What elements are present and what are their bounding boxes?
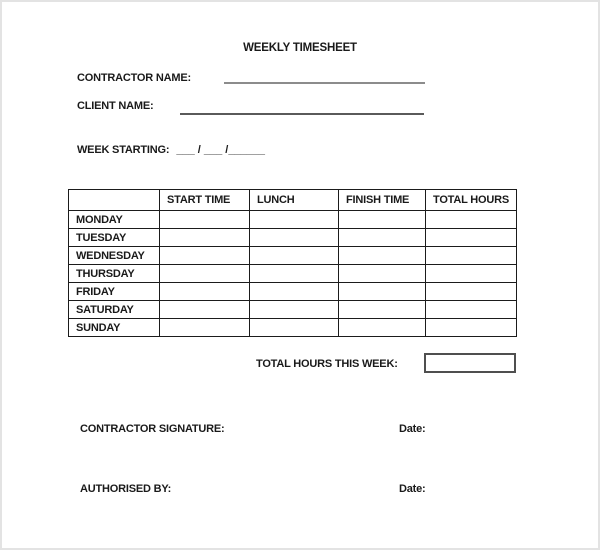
entry-cell[interactable] [339,319,426,337]
header-day-blank [69,190,160,211]
week-starting-field [77,144,265,156]
total-hours-week-box[interactable] [424,353,516,373]
header-finish-time: FINISH TIME [339,190,426,211]
entry-cell[interactable] [160,229,250,247]
day-label: FRIDAY [69,283,160,301]
entry-cell[interactable] [250,229,339,247]
day-label: SUNDAY [69,319,160,337]
page-title: WEEKLY TIMESHEET [243,42,357,54]
table-header-row [69,190,517,211]
table-row [69,229,517,247]
header-start-time: START TIME [160,190,250,211]
total-hours-week-label: TOTAL HOURS THIS WEEK: [256,358,398,370]
entry-cell[interactable] [339,211,426,229]
table-row [69,247,517,265]
entry-cell[interactable] [339,229,426,247]
day-label: WEDNESDAY [69,247,160,265]
client-name-label: CLIENT NAME: [77,100,154,112]
entry-cell[interactable] [339,247,426,265]
entry-cell[interactable] [250,301,339,319]
entry-cell[interactable] [250,319,339,337]
entry-cell[interactable] [426,211,517,229]
contractor-signature-label: CONTRACTOR SIGNATURE: [80,423,225,435]
week-starting-label: WEEK STARTING: [77,144,170,156]
entry-cell[interactable] [250,283,339,301]
entry-cell[interactable] [250,211,339,229]
entry-cell[interactable] [339,301,426,319]
week-starting-blanks[interactable]: ___ / ___ /______ [176,144,266,156]
table-row [69,319,517,337]
entry-cell[interactable] [250,247,339,265]
header-total-hours: TOTAL HOURS [426,190,517,211]
table-row [69,301,517,319]
entry-cell[interactable] [426,283,517,301]
entry-cell[interactable] [426,229,517,247]
table-row [69,265,517,283]
contractor-date-label: Date: [399,423,426,435]
entry-cell[interactable] [426,247,517,265]
entry-cell[interactable] [426,301,517,319]
header-lunch: LUNCH [250,190,339,211]
table-row [69,211,517,229]
authorised-by-label: AUTHORISED BY: [80,483,172,495]
entry-cell[interactable] [250,265,339,283]
contractor-name-label: CONTRACTOR NAME: [77,72,191,84]
timesheet-table [68,189,517,337]
entry-cell[interactable] [160,265,250,283]
entry-cell[interactable] [339,265,426,283]
authorised-date-label: Date: [399,483,426,495]
day-label: MONDAY [69,211,160,229]
day-label: TUESDAY [69,229,160,247]
table-row [69,283,517,301]
day-label: THURSDAY [69,265,160,283]
entry-cell[interactable] [160,247,250,265]
entry-cell[interactable] [426,319,517,337]
contractor-name-line[interactable] [224,64,425,84]
client-name-line[interactable] [180,94,424,115]
entry-cell[interactable] [160,283,250,301]
entry-cell[interactable] [426,265,517,283]
entry-cell[interactable] [339,283,426,301]
entry-cell[interactable] [160,211,250,229]
timesheet-table-body [69,211,517,337]
entry-cell[interactable] [160,301,250,319]
entry-cell[interactable] [160,319,250,337]
day-label: SATURDAY [69,301,160,319]
